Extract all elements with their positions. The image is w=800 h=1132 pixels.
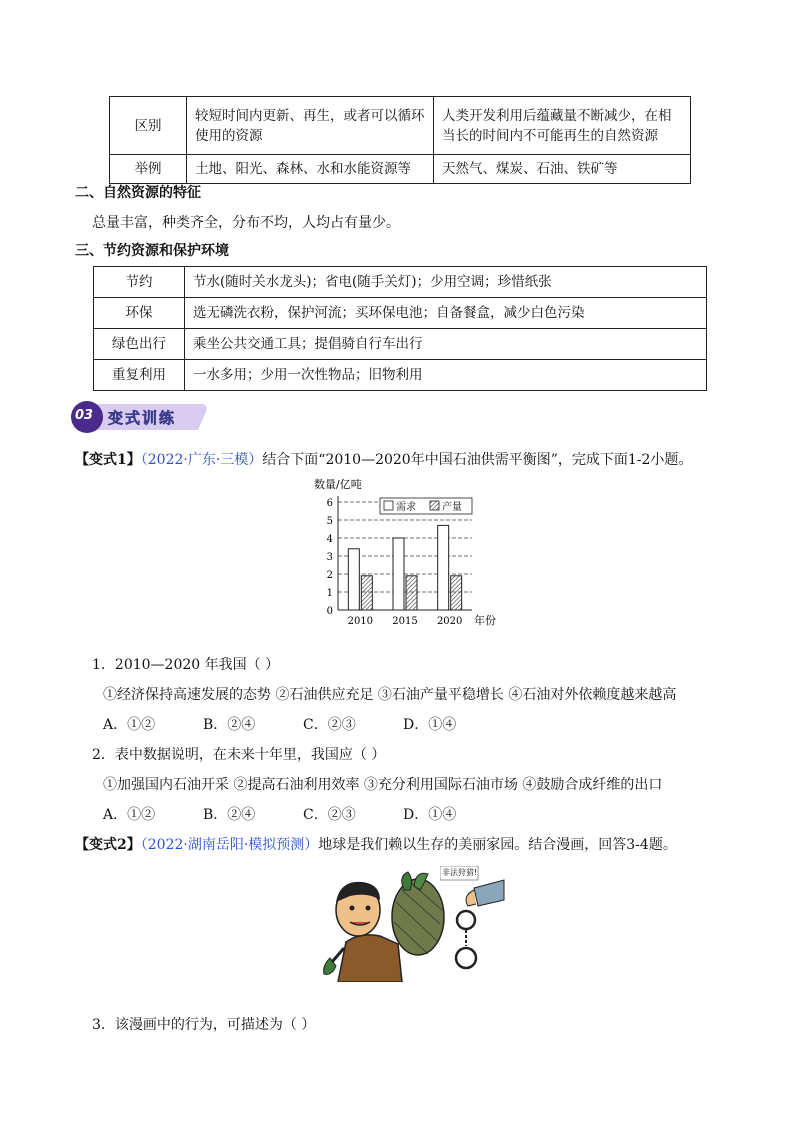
y-tick-label: 6 (326, 498, 333, 509)
handcuff-panel (440, 866, 506, 974)
row-label: 环保 (94, 298, 185, 329)
x-axis-label: 年份 (474, 614, 496, 627)
row-label: 区别 (110, 97, 187, 155)
renewable-cell: 土地、阳光、森林、水和水能资源等 (187, 155, 434, 184)
option-b[interactable]: B．②④ (203, 717, 256, 733)
question-statements: ①加强国内石油开采 ②提高石油利用效率 ③充分利用国际石油市场 ④鼓励合成纤维的出口 (103, 777, 663, 793)
variant2-line (75, 834, 677, 854)
cartoon-sign: 非法狩猎! (442, 868, 478, 877)
option-d[interactable]: D．①④ (403, 807, 457, 823)
section-banner (70, 400, 210, 434)
variant-tag: 【变式1】 (75, 452, 141, 468)
cartoon-illustration (310, 862, 510, 982)
row-label: 重复利用 (94, 360, 185, 391)
renewable-cell: 较短时间内更新、再生，或者可以循环使用的资源 (187, 97, 434, 155)
variant-text: 结合下面“2010—2020年中国石油供需平衡图”，完成下面1-2小题。 (262, 452, 693, 468)
table-row (94, 298, 707, 329)
option-a[interactable]: A．①② (103, 807, 156, 823)
bar-需求-2020 (438, 525, 449, 610)
bar-产量-2010 (361, 576, 372, 610)
y-axis-label: 数量/亿吨 (314, 478, 362, 491)
option-d[interactable]: D．①④ (403, 717, 457, 733)
handcuff-icon (440, 866, 506, 974)
option-c[interactable]: C．②③ (303, 717, 356, 733)
bar-需求-2015 (393, 538, 404, 610)
question-stem: 2．表中数据说明，在未来十年里，我国应（ ） (92, 747, 386, 763)
legend-label: 需求 (396, 502, 416, 513)
question-stem: 1．2010—2020 年我国（ ） (92, 657, 280, 673)
resource-comparison-table (109, 96, 691, 184)
section-heading: 三、节约资源和保护环境 (75, 243, 229, 259)
bar-产量-2020 (451, 576, 462, 610)
oil-balance-chart (300, 476, 500, 636)
y-tick-label: 3 (326, 552, 333, 563)
conservation-table (93, 266, 707, 391)
row-label: 绿色出行 (94, 329, 185, 360)
x-tick-label: 2020 (436, 616, 463, 627)
row-content: 节水(随时关水龙头)；省电(随手关灯)；少用空调；珍惜纸张 (185, 267, 707, 298)
nonrenewable-cell: 天然气、煤炭、石油、铁矿等 (434, 155, 691, 184)
y-tick-label: 1 (326, 588, 333, 599)
row-content: 乘坐公共交通工具；提倡骑自行车出行 (185, 329, 707, 360)
row-label: 节约 (94, 267, 185, 298)
bar-产量-2015 (406, 576, 417, 610)
legend-label: 产量 (442, 502, 462, 513)
option-b[interactable]: B．②④ (203, 807, 256, 823)
table-row (110, 97, 691, 155)
row-content: 选无磷洗衣粉，保护河流；买环保电池；自备餐盒，减少白色污染 (185, 298, 707, 329)
option-a[interactable]: A．①② (103, 717, 156, 733)
source-label: （2022·广东·三模） (140, 452, 263, 468)
legend-swatch (430, 501, 439, 510)
y-tick-label: 2 (326, 570, 333, 581)
row-label: 举例 (110, 155, 187, 184)
variant1-line (75, 449, 692, 469)
table-row (94, 360, 707, 391)
y-tick-label: 0 (326, 606, 333, 617)
x-tick-label: 2010 (347, 616, 374, 627)
variant-text: 地球是我们赖以生存的美丽家园。结合漫画，回答3-4题。 (318, 837, 677, 853)
banner-title: 变式训练 (108, 409, 177, 427)
nonrenewable-cell: 人类开发利用后蕴藏量不断减少，在相当长的时间内不可能再生的自然资源 (434, 97, 691, 155)
question-statements: ①经济保持高速发展的态势 ②石油供应充足 ③石油产量平稳增长 ④石油对外依赖度越来越高 (103, 687, 677, 703)
row-content: 一水多用；少用一次性物品；旧物利用 (185, 360, 707, 391)
option-c[interactable]: C．②③ (303, 807, 356, 823)
y-tick-label: 4 (326, 534, 333, 545)
table-row (110, 155, 691, 184)
source-label: （2022·湖南岳阳·模拟预测） (140, 837, 319, 853)
table-row (94, 267, 707, 298)
question-stem: 3．该漫画中的行为，可描述为（ ） (92, 1017, 316, 1033)
legend-swatch (384, 501, 393, 510)
x-tick-label: 2015 (392, 616, 418, 627)
variant-tag: 【变式2】 (75, 837, 141, 853)
section-heading: 二、自然资源的特征 (75, 185, 201, 201)
table-row (94, 329, 707, 360)
bar-需求-2010 (348, 549, 359, 610)
section-text: 总量丰富，种类齐全，分布不均，人均占有量少。 (92, 215, 400, 231)
y-tick-label: 5 (326, 516, 333, 527)
banner-number: 03 (75, 408, 94, 423)
